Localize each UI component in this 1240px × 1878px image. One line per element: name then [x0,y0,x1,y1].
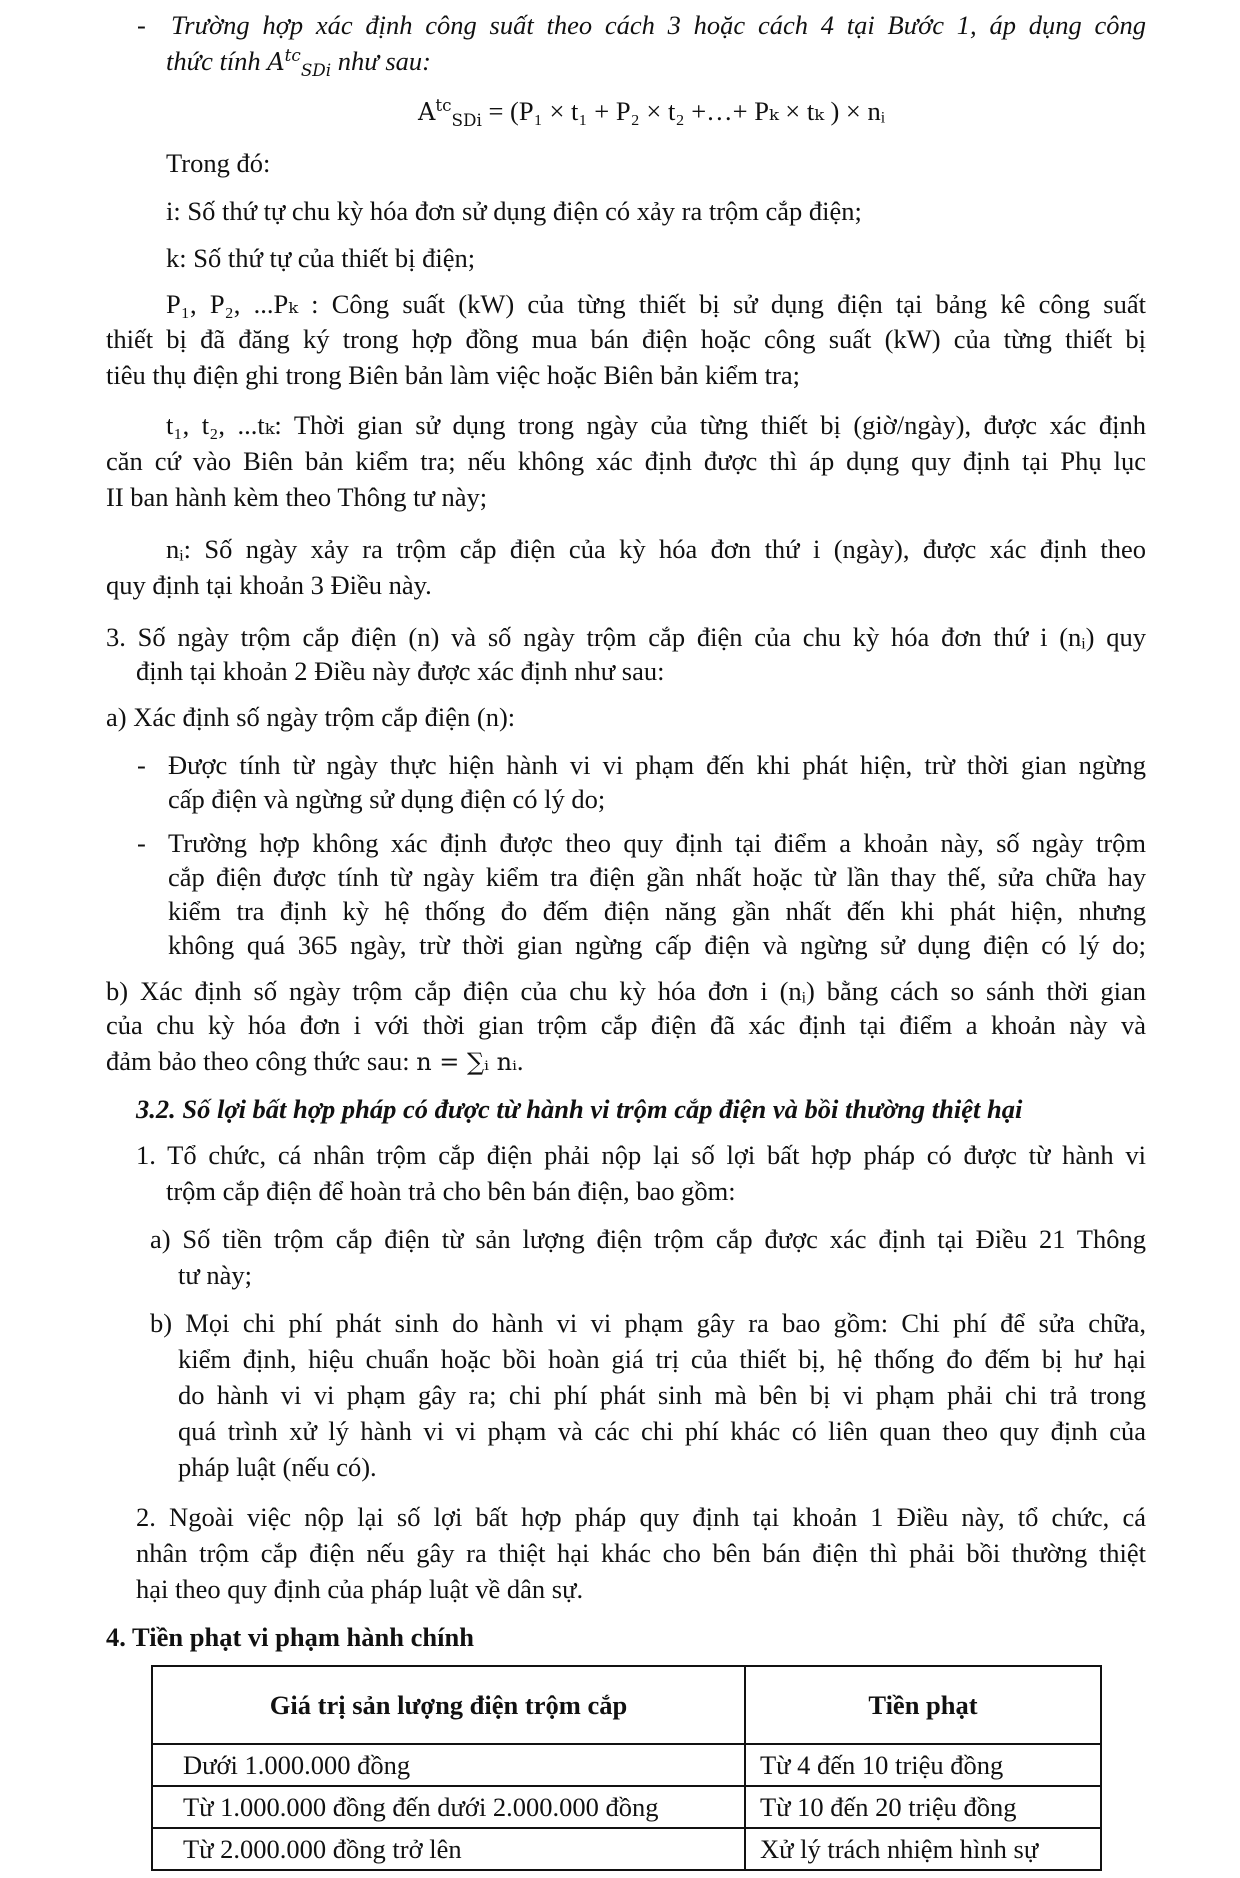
formula [418,94,885,129]
intro-line: thức tính $A^{tc}_{SDi}$ như sau: [166,45,431,80]
table-cell: Từ 1.000.000 đồng đến dưới 2.000.000 đồng [152,1786,745,1828]
trong-do-label: Trong đó: [166,148,271,178]
section32-paragraph-2: nhân trộm cắp điện nếu gây ra thiệt hại khác cho bên bán điện thì phải bồi thường thiệt [136,1538,1146,1568]
bullet-dash: - [137,750,146,780]
penalty-table [151,1665,1102,1871]
section32-item-b: pháp luật (nếu có). [178,1452,377,1482]
bullet-dash: - [137,828,146,858]
definition-t: II ban hành kèm theo Thông tư này; [106,482,488,512]
section32-item-a: tư này; [178,1260,252,1290]
table-cell: Từ 2.000.000 đồng trở lên [152,1828,745,1870]
definition-n: nᵢ: Số ngày xảy ra trộm cắp điện của kỳ hóa đơn thứ i (ngày), được xác định theo [166,534,1146,564]
table-header-cell: Tiền phạt [745,1666,1101,1744]
section32-paragraph-1: trộm cắp điện để hoàn trả cho bên bán điện, bao gồm: [166,1176,736,1206]
section32-paragraph-2: 2. Ngoài việc nộp lại số lợi bất hợp pháp quy định tại khoản 1 Điều này, tổ chức, cá [136,1502,1146,1532]
subsection-a-bullet: cấp điện và ngừng sử dụng điện có lý do; [168,784,606,814]
table-cell: Xử lý trách nhiệm hình sự [745,1828,1101,1870]
section32-item-b: do hành vi vi phạm gây ra; chi phí phát sinh mà bên bị vi phạm phải chi trả trong [178,1380,1146,1410]
definition-k: k: Số thứ tự của thiết bị điện; [166,243,476,273]
subsection-a-heading: a) Xác định số ngày trộm cắp điện (n): [106,702,516,732]
subsection-b: của chu kỳ hóa đơn i với thời gian trộm cắp điện đã xác định tại điểm a khoản này và [106,1010,1146,1040]
section4-heading: 4. Tiền phạt vi phạm hành chính [106,1622,474,1652]
intro-line: Trường hợp xác định công suất theo cách 3 hoặc cách 4 tại Bước 1, áp dụng công [171,10,1146,40]
formula-symbol: $A^{tc}_{SDi}$ [267,45,332,80]
section32-item-a: a) Số tiền trộm cắp điện từ sản lượng điện trộm cắp được xác định tại Điều 21 Thông [150,1224,1146,1254]
section32-paragraph-2: hại theo quy định của pháp luật về dân sự. [136,1574,584,1604]
definition-t: t₁, t₂, ...tₖ: Thời gian sử dụng trong ngày của từng thiết bị (giờ/ngày), được xác định [166,410,1146,440]
subsection-a-bullet: kiểm tra định kỳ hệ thống đo đếm điện năng gần nhất đến khi phát hiện, nhưng [168,896,1146,926]
definition-p: tiêu thụ điện ghi trong Biên bản làm việc hoặc Biên bản kiểm tra; [106,360,800,390]
subsection-b: b) Xác định số ngày trộm cắp điện của chu kỳ hóa đơn i (nᵢ) bằng cách so sánh thời gian [106,976,1146,1006]
table-cell: Từ 10 đến 20 triệu đồng [745,1786,1101,1828]
table-row [152,1744,1101,1786]
subsection-a-bullet: không quá 365 ngày, trừ thời gian ngừng cấp điện và ngừng sử dụng điện có lý do; [168,930,1146,960]
bullet-dash: - [137,10,146,40]
definition-t: căn cứ vào Biên bản kiểm tra; nếu không xác định được thì áp dụng quy định tại Phụ lục [106,446,1146,476]
formula-rhs: = (P₁ × t₁ + P₂ × t₂ +…+ Pₖ × tₖ ) × nᵢ [488,96,886,126]
section3-heading: 3. Số ngày trộm cắp điện (n) và số ngày trộm cắp điện của chu kỳ hóa đơn thứ i (nᵢ) quy [106,622,1146,652]
section32-paragraph-1: 1. Tổ chức, cá nhân trộm cắp điện phải nộp lại số lợi bất hợp pháp có được từ hành vi [136,1140,1146,1170]
subsection-a-bullet: Trường hợp không xác định được theo quy định tại điểm a khoản này, số ngày trộm [168,828,1146,858]
table-header-cell: Giá trị sản lượng điện trộm cắp [152,1666,745,1744]
table-cell: Dưới 1.000.000 đồng [152,1744,745,1786]
definition-p: P₁, P₂, ...Pₖ : Công suất (kW) của từng thiết bị sử dụng điện tại bảng kê công suất [166,289,1146,319]
formula-lhs: $A^{tc}_{SDi}$ [418,95,482,130]
subsection-b: đảm bảo theo công thức sau: n = ∑ᵢ nᵢ. [106,1046,524,1076]
table-header-row [152,1666,1101,1744]
section32-item-b: quá trình xử lý hành vi vi phạm và các chi phí khác có liên quan theo quy định của [178,1416,1146,1446]
table-row [152,1786,1101,1828]
subsection-a-bullet: cắp điện được tính từ ngày kiểm tra điện gần nhất hoặc từ lần thay thế, sửa chữa hay [168,862,1146,892]
sum-formula: n = ∑ᵢ nᵢ [416,1048,517,1076]
definition-p: thiết bị đã đăng ký trong hợp đồng mua bán điện hoặc công suất (kW) của từng thiết bị [106,324,1146,354]
definition-i: i: Số thứ tự chu kỳ hóa đơn sử dụng điện có xảy ra trộm cắp điện; [166,196,862,226]
section3-heading: định tại khoản 2 Điều này được xác định như sau: [136,656,665,686]
subsection-a-bullet: Được tính từ ngày thực hiện hành vi vi phạm đến khi phát hiện, trừ thời gian ngừng [168,750,1146,780]
table-cell: Từ 4 đến 10 triệu đồng [745,1744,1101,1786]
table-row [152,1828,1101,1870]
section32-item-b: b) Mọi chi phí phát sinh do hành vi vi phạm gây ra bao gồm: Chi phí để sửa chữa, [150,1308,1146,1338]
section32-item-b: kiểm định, hiệu chuẩn hoặc bồi hoàn giá trị của thiết bị, hệ thống đo đếm bị hư hại [178,1344,1146,1374]
definition-n: quy định tại khoản 3 Điều này. [106,570,432,600]
section32-heading: 3.2. Số lợi bất hợp pháp có được từ hành vi trộm cắp điện và bồi thường thiệt hại [136,1094,1023,1124]
